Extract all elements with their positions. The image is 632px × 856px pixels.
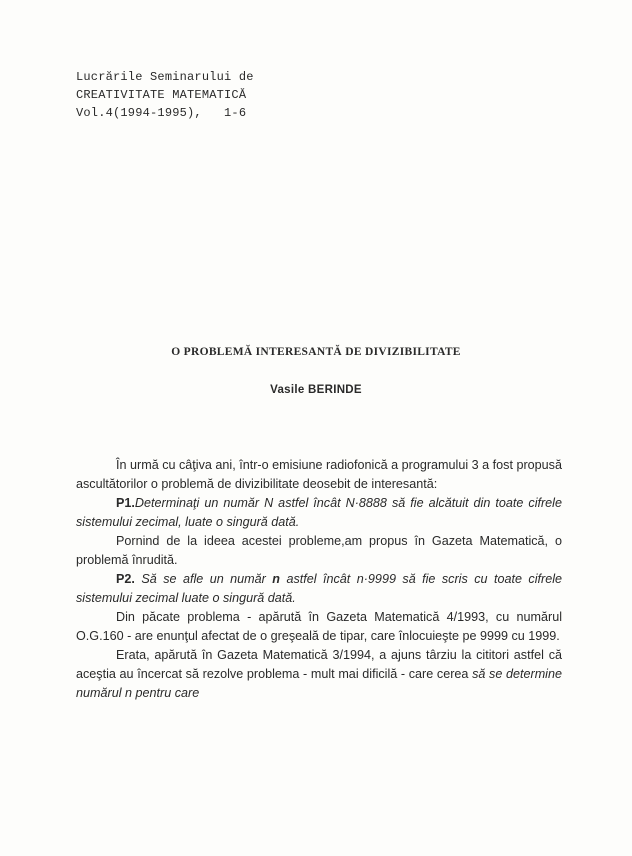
header-volume: Vol.4(1994-1995), 1-6 [76,106,247,120]
problem-2-variable: n [272,572,280,586]
article-body [76,456,562,703]
paragraph-problem-2 [76,570,562,608]
problem-1-label: P1. [116,496,135,510]
paragraph-intro: În urmă cu câţiva ani, într-o emisiune radiofonică a programului 3 a fost propusă ascultătorilor o problemă de divizibilitate deosebit de interesantă: [76,458,562,491]
paragraph-typo: Din păcate problema - apărută în Gazeta Matematică 4/1993, cu numărul O.G.160 - are enunţul afectat de o greşeală de tipar, care înlocuieşte pe 9999 cu 1999. [76,610,562,643]
problem-1-statement: Determinaţi un număr N astfel încât N·8888 să fie alcătuit din toate cifrele sistemului zecimal, luate o singură dată. [76,496,562,529]
header-series: Lucrările Seminarului de [76,70,254,84]
errata-text: Erata, apărută în Gazeta Matematică 3/1994, a ajuns târziu la cititori astfel că aceştia au încercat să rezolve problema - mult mai dificilă - care cerea [76,648,562,681]
header-journal: CREATIVITATE MATEMATICĂ [76,88,247,102]
article-author: Vasile BERINDE [270,384,362,396]
errata-italic: să se determine numărul n pentru care [76,667,562,700]
paragraph-related: Pornind de la ideea acestei probleme,am propus în Gazeta Matematică, o problemă înrudită. [76,534,562,567]
article-title: O PROBLEMĂ INTERESANTĂ DE DIVIZIBILITATE [171,346,461,358]
problem-2-statement-b: astfel încât n·9999 să fie scris cu toate cifrele sistemului zecimal luate o singură dată. [76,572,563,605]
publication-header [76,68,254,122]
problem-2-statement-a: Să se afle un număr [141,572,273,586]
paragraph-errata [76,646,562,703]
problem-2-label: P2. [116,572,135,586]
paragraph-problem-1 [76,494,562,532]
